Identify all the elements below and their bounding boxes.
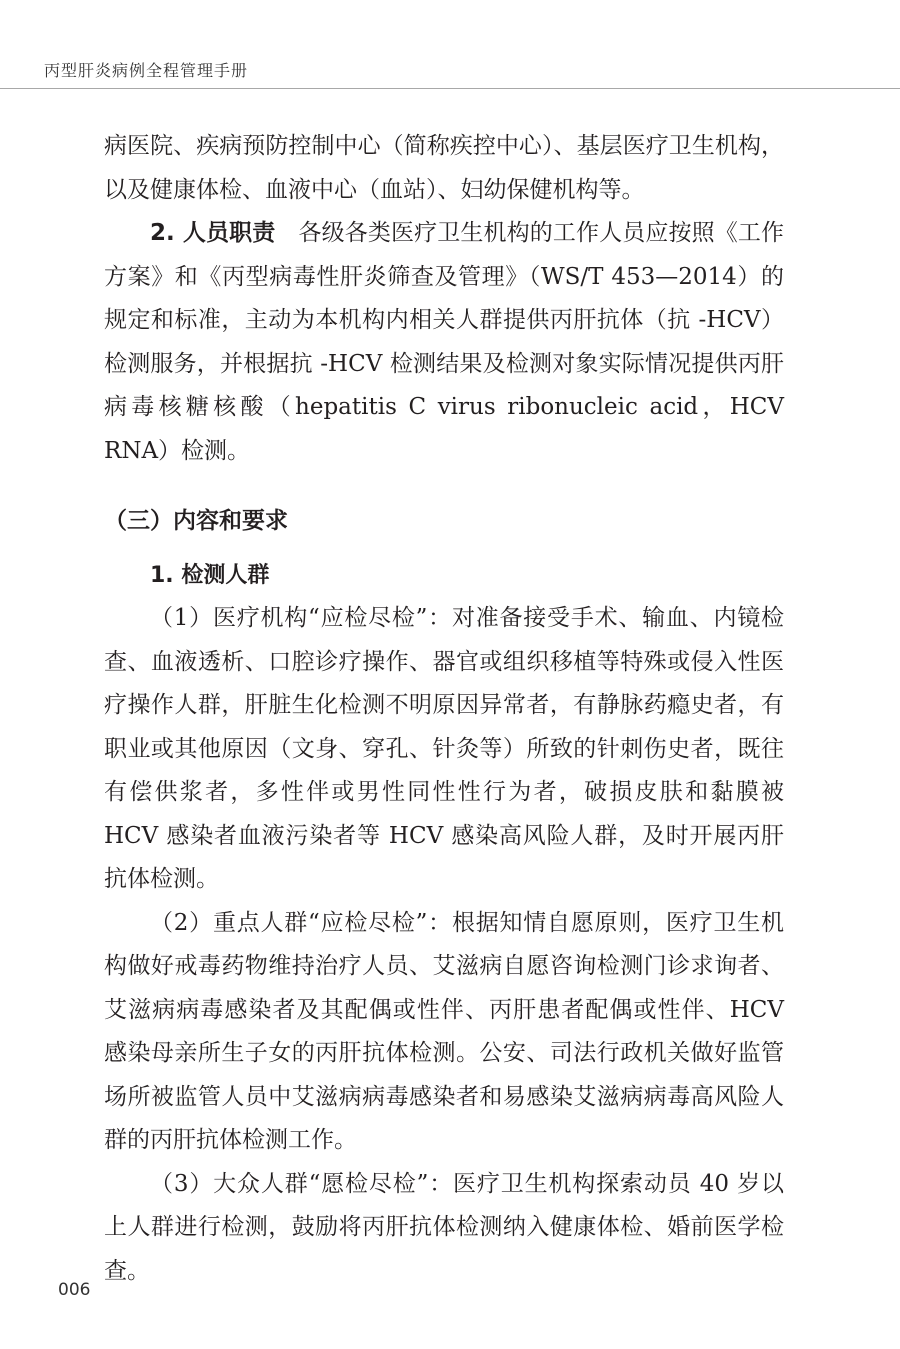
page-body <box>104 125 784 1293</box>
paragraph-key-populations: （2）重点人群“应检尽检”：根据知情自愿原则，医疗卫生机构做好戒毒药物维持治疗人员、艾滋病自愿咨询检测门诊求询者、艾滋病病毒感染者及其配偶或性伴、丙肝患者配偶或性伴、HCV 感染母亲所生子女的丙肝抗体检测。公安、司法行政机关做好监管场所被监管人员中艾滋病病毒感染者和易感染艾滋病病毒高风险人群的丙肝抗体检测工作。 <box>104 909 784 1153</box>
staff-duties-text: 各级各类医疗卫生机构的工作人员应按照《工作方案》和《丙型病毒性肝炎筛查及管理》（WS/T 453—2014）的规定和标准，主动为本机构内相关人群提供丙肝抗体（抗 -HCV）检测服务，并根据抗 -HCV 检测结果及检测对象实际情况提供丙肝病毒核糖核酸（hepatitis C virus ribonucleic acid，HCV RNA）检测。 <box>104 220 784 464</box>
running-title: 丙型肝炎病例全程管理手册 <box>44 61 249 80</box>
staff-duties-label: 2. 人员职责 <box>150 220 276 246</box>
paragraph-general-population: （3）大众人群“愿检尽检”：医疗卫生机构探索动员 40 岁以上人群进行检测，鼓励将丙肝抗体检测纳入健康体检、婚前医学检查。 <box>104 1170 784 1284</box>
header-rule <box>0 88 900 89</box>
paragraph-staff-duties <box>104 212 784 473</box>
page-number: 006 <box>58 1280 91 1300</box>
section-heading-content-requirements: （三）内容和要求 <box>104 508 288 534</box>
paragraph-medical-institutions: （1）医疗机构“应检尽检”：对准备接受手术、输血、内镜检查、血液透析、口腔诊疗操作、器官或组织移植等特殊或侵入性医疗操作人群，肝脏生化检测不明原因异常者，有静脉药瘾史者，有职业或其他原因（文身、穿孔、针灸等）所致的针刺伤史者，既往有偿供浆者，多性伴或男性同性性行为者，破损皮肤和黏膜被 HCV 感染者血液污染者等 HCV 感染高风险人群，及时开展丙肝抗体检测。 <box>104 605 784 892</box>
paragraph-institutions-continued: 病医院、疾病预防控制中心（简称疾控中心）、基层医疗卫生机构，以及健康体检、血液中心（血站）、妇幼保健机构等。 <box>104 133 784 203</box>
subheading-test-population: 1. 检测人群 <box>150 562 270 588</box>
